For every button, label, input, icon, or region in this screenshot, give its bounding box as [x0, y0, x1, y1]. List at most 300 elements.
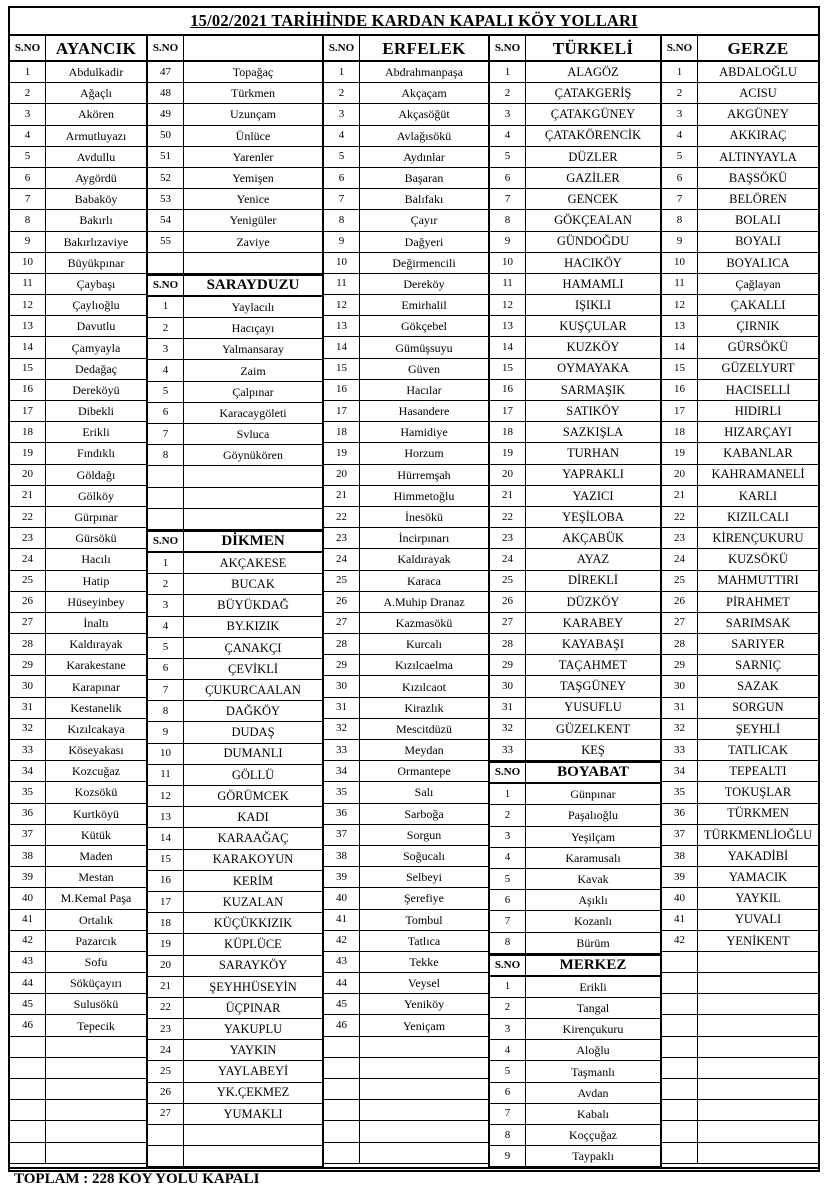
row-number: 22 — [324, 507, 360, 528]
row-number: 12 — [490, 295, 526, 316]
village-name: Gökçebel — [360, 316, 488, 337]
village-name: YENİKENT — [698, 931, 818, 952]
village-name — [184, 1125, 322, 1146]
row-number — [662, 1015, 698, 1036]
row-number: 40 — [324, 888, 360, 909]
village-name: Babaköy — [46, 189, 146, 210]
row-number: 36 — [10, 804, 46, 825]
village-name — [698, 1079, 818, 1100]
header-sno-gerze-0: S.NO — [662, 36, 698, 62]
village-name: KADI — [184, 807, 322, 828]
row-number: 50 — [148, 126, 184, 147]
row-number: 21 — [324, 486, 360, 507]
village-name: SAZAK — [698, 676, 818, 697]
village-name: KUŞÇULAR — [526, 316, 660, 337]
village-name: Kaldırayak — [360, 549, 488, 570]
village-name: Hacılı — [46, 549, 146, 570]
row-number: 30 — [10, 676, 46, 697]
section-header-erfelek-0: ERFELEK — [360, 36, 488, 62]
village-name — [698, 1058, 818, 1079]
village-name: Erikli — [46, 422, 146, 443]
village-name: KUZKÖY — [526, 337, 660, 358]
village-name: Göynükören — [184, 445, 322, 466]
village-name: Sofu — [46, 952, 146, 973]
village-name: GAZİLER — [526, 168, 660, 189]
village-name: SAZKIŞLA — [526, 422, 660, 443]
header-sno-topagac-sarayduzu-dikmen-0: S.NO — [148, 36, 184, 62]
row-number: 22 — [148, 998, 184, 1019]
village-name: Çaybaşı — [46, 274, 146, 295]
village-name: Kızılcaot — [360, 676, 488, 697]
row-number: 10 — [10, 253, 46, 274]
village-name — [698, 1121, 818, 1142]
row-number: 24 — [324, 549, 360, 570]
header-sno-topagac-sarayduzu-dikmen-2: S.NO — [148, 530, 184, 553]
row-number: 2 — [662, 83, 698, 104]
row-number — [148, 253, 184, 274]
row-number — [10, 1100, 46, 1121]
row-number: 20 — [10, 465, 46, 486]
village-name: YAZICI — [526, 486, 660, 507]
village-name: A.Muhip Dranaz — [360, 592, 488, 613]
village-name: KABANLAR — [698, 443, 818, 464]
village-name: GÜNDOĞDU — [526, 232, 660, 253]
row-number: 30 — [662, 676, 698, 697]
row-number: 27 — [148, 1104, 184, 1125]
row-number: 24 — [662, 549, 698, 570]
row-number: 18 — [148, 913, 184, 934]
village-name: Yarenler — [184, 147, 322, 168]
village-name — [360, 1037, 488, 1058]
row-number — [324, 1058, 360, 1079]
village-name: HACISELLİ — [698, 380, 818, 401]
row-number: 2 — [324, 83, 360, 104]
row-number — [148, 466, 184, 487]
row-number: 7 — [148, 424, 184, 445]
row-number: 28 — [324, 634, 360, 655]
village-name: Kozcuğaz — [46, 761, 146, 782]
village-name: Karakestane — [46, 655, 146, 676]
row-number: 23 — [662, 528, 698, 549]
row-number: 52 — [148, 168, 184, 189]
column-group-topagac-sarayduzu-dikmen — [148, 36, 324, 1167]
row-number: 6 — [148, 403, 184, 424]
number-column-gerze — [662, 36, 698, 1167]
village-name: DİREKLİ — [526, 571, 660, 592]
row-number: 42 — [10, 931, 46, 952]
village-name: Abdrahmanpaşa — [360, 62, 488, 83]
row-number: 36 — [324, 804, 360, 825]
village-name: YAKADİBİ — [698, 846, 818, 867]
row-number: 15 — [324, 359, 360, 380]
village-name: BELÖREN — [698, 189, 818, 210]
village-name — [360, 1058, 488, 1079]
row-number: 33 — [490, 740, 526, 761]
row-number: 22 — [662, 507, 698, 528]
row-number: 9 — [324, 232, 360, 253]
village-name: Başaran — [360, 168, 488, 189]
row-number: 10 — [324, 253, 360, 274]
village-name: Soğucalı — [360, 846, 488, 867]
row-number: 21 — [490, 486, 526, 507]
village-name: HAMAMLI — [526, 274, 660, 295]
village-name: Kirazlık — [360, 698, 488, 719]
row-number: 30 — [490, 676, 526, 697]
name-column-ayancik — [46, 36, 146, 1167]
village-name — [46, 1079, 146, 1100]
header-sno-turkeli-boyabat-merkez-2: S.NO — [490, 954, 526, 977]
village-name: AKÇAKESE — [184, 553, 322, 574]
row-number: 11 — [10, 274, 46, 295]
page-title: 15/02/2021 TARİHİNDE KARDAN KAPALI KÖY YOLLARI — [190, 11, 638, 30]
village-name — [698, 994, 818, 1015]
village-name: Akören — [46, 104, 146, 125]
row-number: 32 — [490, 719, 526, 740]
village-name: HIZARÇAYI — [698, 422, 818, 443]
row-number: 40 — [662, 888, 698, 909]
village-name: SARMAŞIK — [526, 380, 660, 401]
row-number: 51 — [148, 147, 184, 168]
row-number: 37 — [324, 825, 360, 846]
row-number: 17 — [10, 401, 46, 422]
row-number: 4 — [324, 126, 360, 147]
village-name: Türkmen — [184, 83, 322, 104]
row-number: 45 — [324, 994, 360, 1015]
village-name: Ormantepe — [360, 761, 488, 782]
row-number: 24 — [10, 549, 46, 570]
village-name: OYMAYAKA — [526, 359, 660, 380]
village-name: Kavak — [526, 869, 660, 890]
row-number: 25 — [662, 571, 698, 592]
village-name: ÇATAKGERİŞ — [526, 83, 660, 104]
village-name: Tombul — [360, 910, 488, 931]
village-name: Çayır — [360, 210, 488, 231]
row-number: 25 — [324, 571, 360, 592]
village-name: Çaylıoğlu — [46, 295, 146, 316]
row-number: 6 — [490, 168, 526, 189]
village-name: YUMAKLI — [184, 1104, 322, 1125]
row-number: 7 — [490, 911, 526, 932]
row-number: 9 — [490, 1146, 526, 1167]
village-name: ÇUKURCAALAN — [184, 680, 322, 701]
row-number — [324, 1100, 360, 1121]
village-name: ŞEYHLİ — [698, 719, 818, 740]
header-sno-turkeli-boyabat-merkez-1: S.NO — [490, 761, 526, 784]
village-name: KARAKOYUN — [184, 850, 322, 871]
village-name: Gölköy — [46, 486, 146, 507]
row-number — [662, 1058, 698, 1079]
village-name: Karamusalı — [526, 848, 660, 869]
village-name: ÜÇPINAR — [184, 998, 322, 1019]
row-number — [10, 1121, 46, 1142]
row-number: 5 — [148, 638, 184, 659]
row-number: 35 — [324, 782, 360, 803]
village-name: ÇATAKÖRENCİK — [526, 126, 660, 147]
row-number: 11 — [324, 274, 360, 295]
row-number: 4 — [148, 360, 184, 381]
row-number: 2 — [148, 318, 184, 339]
village-name: Aşıklı — [526, 890, 660, 911]
village-name — [698, 973, 818, 994]
name-column-erfelek — [360, 36, 488, 1167]
village-name: AYAZ — [526, 549, 660, 570]
village-name: MAHMUTTIRI — [698, 571, 818, 592]
village-name: Tekke — [360, 952, 488, 973]
village-name: SORGUN — [698, 698, 818, 719]
village-name: Yenigüler — [184, 210, 322, 231]
row-number: 13 — [490, 316, 526, 337]
village-name: Abdulkadir — [46, 62, 146, 83]
village-name: IŞIKLI — [526, 295, 660, 316]
village-name: Hatip — [46, 571, 146, 592]
section-header-topagac-sarayduzu-dikmen-0 — [184, 36, 322, 62]
village-name: SATIKÖY — [526, 401, 660, 422]
number-column-topagac-sarayduzu-dikmen — [148, 36, 184, 1167]
row-number: 39 — [324, 867, 360, 888]
village-name — [184, 253, 322, 274]
village-name: Armutluyazı — [46, 126, 146, 147]
row-number: 19 — [148, 934, 184, 955]
row-number: 21 — [662, 486, 698, 507]
row-number: 24 — [148, 1040, 184, 1061]
row-number: 5 — [490, 147, 526, 168]
village-name: Koççuğaz — [526, 1125, 660, 1146]
row-number: 49 — [148, 104, 184, 125]
row-number: 6 — [662, 168, 698, 189]
village-name: YAYKIL — [698, 888, 818, 909]
row-number: 10 — [490, 253, 526, 274]
row-number: 3 — [148, 595, 184, 616]
row-number: 28 — [662, 634, 698, 655]
row-number: 1 — [148, 553, 184, 574]
village-name: Aydınlar — [360, 147, 488, 168]
row-number — [662, 952, 698, 973]
row-number: 39 — [662, 867, 698, 888]
village-name: SARNIÇ — [698, 655, 818, 676]
row-number: 7 — [490, 189, 526, 210]
row-number: 40 — [10, 888, 46, 909]
village-name: BOLALI — [698, 210, 818, 231]
village-name: Tepecik — [46, 1015, 146, 1036]
village-name: Hüseyinbey — [46, 592, 146, 613]
village-name: Çağlayan — [698, 274, 818, 295]
row-number — [10, 1058, 46, 1079]
village-name: ÇAKALLI — [698, 295, 818, 316]
row-number — [10, 1143, 46, 1164]
section-header-gerze-0: GERZE — [698, 36, 818, 62]
row-number: 33 — [10, 740, 46, 761]
row-number: 14 — [324, 337, 360, 358]
header-sno-topagac-sarayduzu-dikmen-1: S.NO — [148, 274, 184, 297]
village-name — [46, 1121, 146, 1142]
row-number: 10 — [662, 253, 698, 274]
village-name: BOYALICA — [698, 253, 818, 274]
village-name: Dereköyü — [46, 380, 146, 401]
row-number — [148, 488, 184, 509]
row-number: 5 — [148, 382, 184, 403]
village-name: Karacaygöleti — [184, 403, 322, 424]
village-name: Svluca — [184, 424, 322, 445]
row-number: 47 — [148, 62, 184, 83]
column-group-ayancik — [10, 36, 148, 1167]
village-name: Pazarcık — [46, 931, 146, 952]
village-name: GÖLLÜ — [184, 765, 322, 786]
row-number: 14 — [490, 337, 526, 358]
village-name: Yalmansaray — [184, 339, 322, 360]
row-number: 3 — [490, 827, 526, 848]
name-column-gerze — [698, 36, 818, 1167]
row-number: 12 — [148, 786, 184, 807]
village-name: DÜZLER — [526, 147, 660, 168]
village-name: Mescitdüzü — [360, 719, 488, 740]
village-name: Çalpınar — [184, 382, 322, 403]
header-sno-ayancik-0: S.NO — [10, 36, 46, 62]
row-number — [662, 1121, 698, 1142]
row-number: 4 — [662, 126, 698, 147]
row-number: 28 — [10, 634, 46, 655]
section-header-turkeli-boyabat-merkez-0: TÜRKELİ — [526, 36, 660, 62]
row-number: 41 — [10, 910, 46, 931]
row-number: 26 — [324, 592, 360, 613]
village-name: TAÇAHMET — [526, 655, 660, 676]
row-number: 19 — [662, 443, 698, 464]
row-number: 2 — [10, 83, 46, 104]
row-number: 13 — [324, 316, 360, 337]
row-number: 26 — [490, 592, 526, 613]
row-number: 19 — [490, 443, 526, 464]
row-number: 11 — [148, 765, 184, 786]
total-label: TOPLAM : 228 KÖY YOLU KAPALI — [14, 1171, 260, 1188]
village-name: KİRENÇUKURU — [698, 528, 818, 549]
row-number: 55 — [148, 232, 184, 253]
row-number: 1 — [490, 62, 526, 83]
village-name: SARAYKÖY — [184, 956, 322, 977]
village-name: ACISU — [698, 83, 818, 104]
row-number: 2 — [148, 574, 184, 595]
village-name: Dağyeri — [360, 232, 488, 253]
row-number: 23 — [324, 528, 360, 549]
village-name: Söküçayırı — [46, 973, 146, 994]
village-name: TATLICAK — [698, 740, 818, 761]
total-footer — [10, 1167, 818, 1190]
row-number: 19 — [10, 443, 46, 464]
row-number: 3 — [10, 104, 46, 125]
village-name: BY.KIZIK — [184, 617, 322, 638]
row-number: 4 — [148, 617, 184, 638]
row-number: 41 — [662, 910, 698, 931]
village-name: Erikli — [526, 977, 660, 998]
row-number: 17 — [148, 892, 184, 913]
row-number: 46 — [324, 1015, 360, 1036]
row-number: 8 — [148, 701, 184, 722]
row-number: 3 — [148, 339, 184, 360]
row-number: 7 — [148, 680, 184, 701]
column-group-erfelek — [324, 36, 490, 1167]
village-name: AKKIRAÇ — [698, 126, 818, 147]
row-number: 13 — [10, 316, 46, 337]
village-name: HIDIRLI — [698, 401, 818, 422]
column-group-turkeli-boyabat-merkez — [490, 36, 662, 1167]
row-number: 35 — [662, 782, 698, 803]
row-number: 15 — [10, 359, 46, 380]
village-name — [698, 1015, 818, 1036]
row-number: 9 — [148, 722, 184, 743]
row-number: 26 — [662, 592, 698, 613]
village-name — [46, 1058, 146, 1079]
village-name: Gürpınar — [46, 507, 146, 528]
row-number: 3 — [490, 104, 526, 125]
village-name: BÜYÜKDAĞ — [184, 595, 322, 616]
village-name — [360, 1121, 488, 1142]
row-number: 17 — [490, 401, 526, 422]
section-header-topagac-sarayduzu-dikmen-1: SARAYDUZU — [184, 274, 322, 297]
row-number — [10, 1079, 46, 1100]
row-number: 25 — [10, 571, 46, 592]
row-number: 7 — [490, 1104, 526, 1125]
village-name: KARABEY — [526, 613, 660, 634]
row-number: 20 — [148, 956, 184, 977]
village-name: BAŞSÖKÜ — [698, 168, 818, 189]
column-group-gerze — [662, 36, 818, 1167]
row-number: 7 — [662, 189, 698, 210]
village-name: Davutlu — [46, 316, 146, 337]
village-name: TÜRKMEN — [698, 804, 818, 825]
row-number — [662, 1143, 698, 1164]
village-name: M.Kemal Paşa — [46, 888, 146, 909]
village-name: SARIYER — [698, 634, 818, 655]
village-name: GENCEK — [526, 189, 660, 210]
row-number: 5 — [10, 147, 46, 168]
row-number: 38 — [10, 846, 46, 867]
village-name: AKÇABÜK — [526, 528, 660, 549]
village-name: AKGÜNEY — [698, 104, 818, 125]
row-number: 8 — [148, 445, 184, 466]
row-number: 32 — [662, 719, 698, 740]
row-number: 54 — [148, 210, 184, 231]
name-column-topagac-sarayduzu-dikmen — [184, 36, 322, 1167]
village-name: KÜÇÜKKIZIK — [184, 913, 322, 934]
section-header-topagac-sarayduzu-dikmen-2: DİKMEN — [184, 530, 322, 553]
row-number: 19 — [324, 443, 360, 464]
row-number — [324, 1037, 360, 1058]
village-name: Yeşilçam — [526, 827, 660, 848]
village-name: Bakırlı — [46, 210, 146, 231]
number-column-ayancik — [10, 36, 46, 1167]
row-number — [148, 1125, 184, 1146]
row-number: 53 — [148, 189, 184, 210]
row-number: 22 — [10, 507, 46, 528]
village-name: DÜZKÖY — [526, 592, 660, 613]
row-number: 21 — [148, 977, 184, 998]
village-name: Aloğlu — [526, 1040, 660, 1061]
row-number: 16 — [148, 871, 184, 892]
row-number: 21 — [10, 486, 46, 507]
village-name — [184, 466, 322, 487]
row-number: 4 — [10, 126, 46, 147]
row-number: 36 — [662, 804, 698, 825]
village-name: Fındıklı — [46, 443, 146, 464]
row-number: 13 — [662, 316, 698, 337]
row-number — [662, 994, 698, 1015]
row-number: 24 — [490, 549, 526, 570]
row-number: 4 — [490, 126, 526, 147]
row-number — [662, 1037, 698, 1058]
row-number: 9 — [490, 232, 526, 253]
village-name: Kızılcaelma — [360, 655, 488, 676]
village-name: YAYKIN — [184, 1040, 322, 1061]
row-number: 38 — [662, 846, 698, 867]
village-name: Selbeyi — [360, 867, 488, 888]
